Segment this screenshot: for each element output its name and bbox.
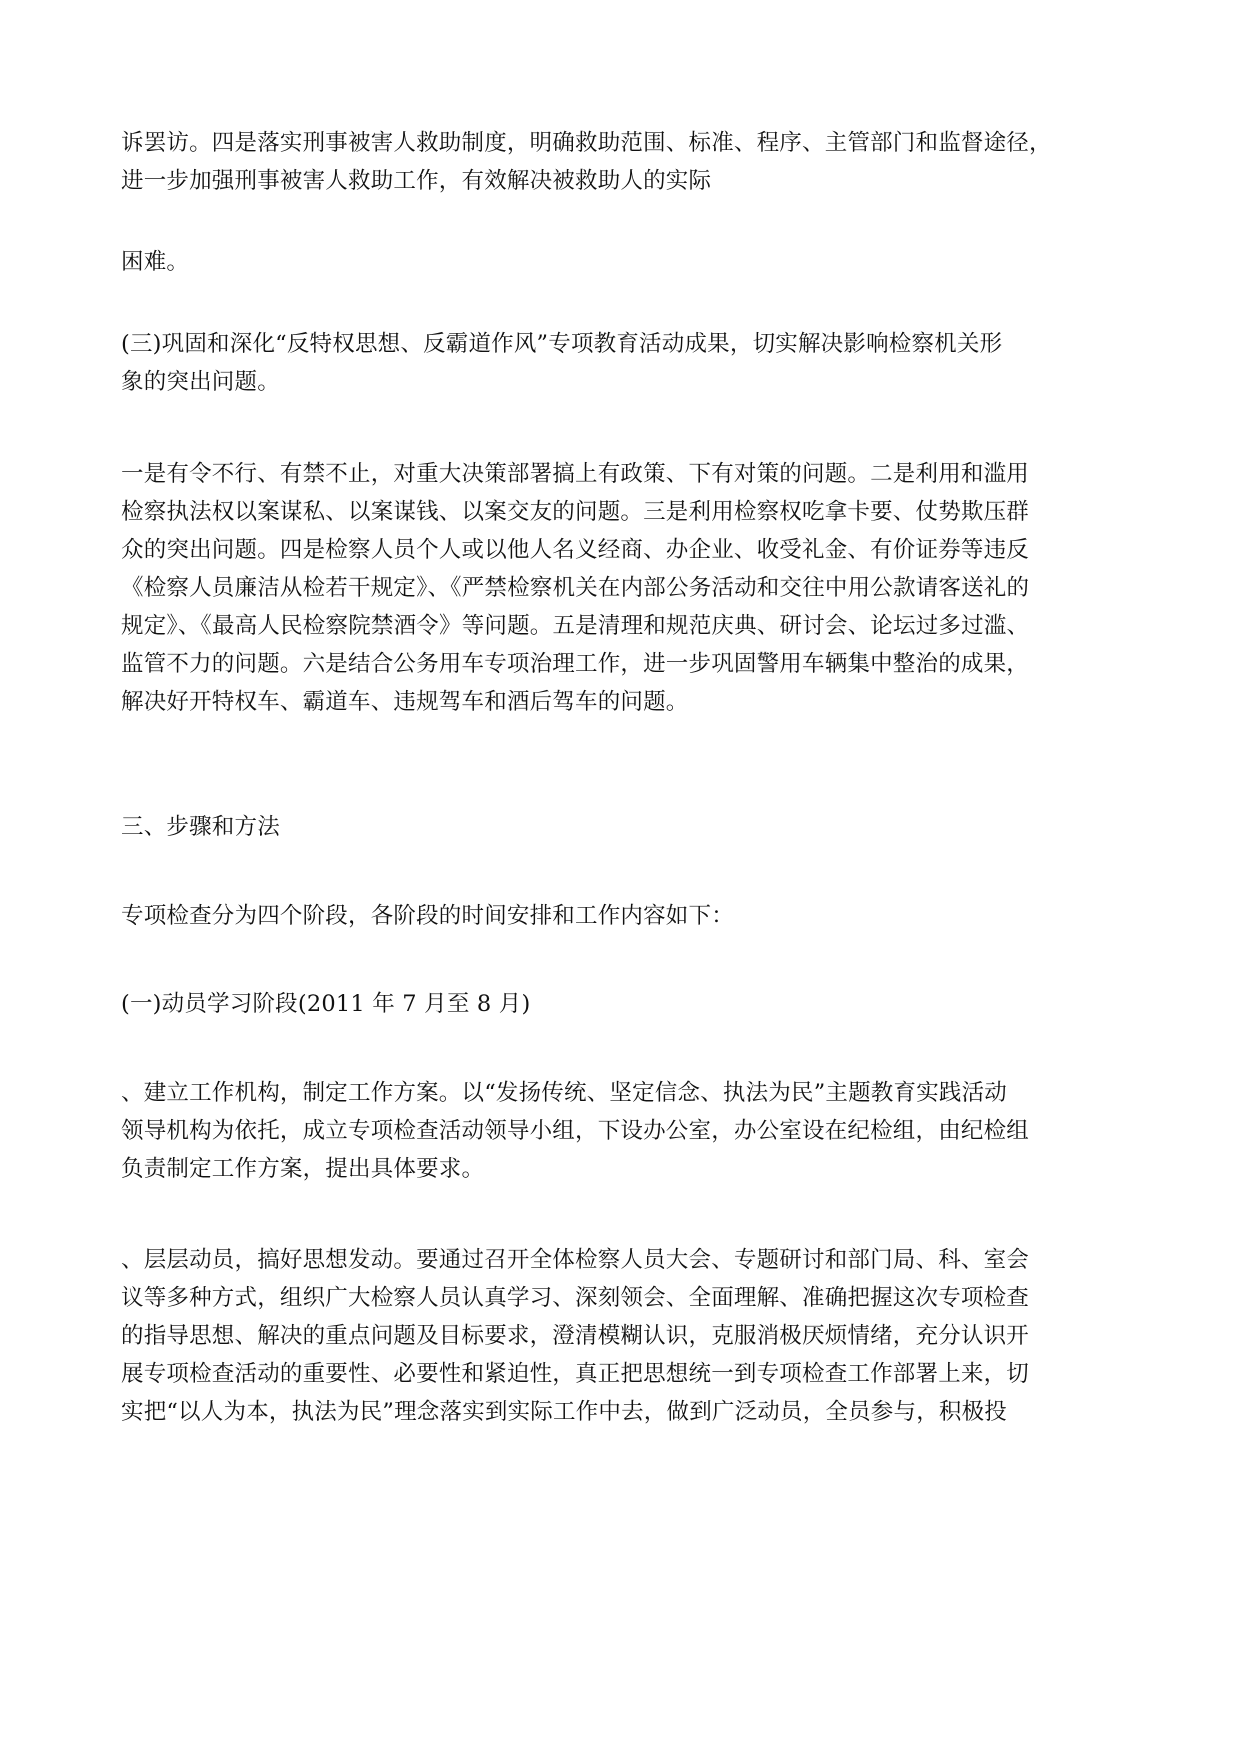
section-heading-3: (三)巩固和深化“反特权思想、反霸道作风”专项教育活动成果，切实解决影响检察机关形 象的突出问题。 xyxy=(121,331,1003,395)
paragraph-work-organization: 、建立工作机构，制定工作方案。以“发扬传统、坚定信念、执法为民”主题教育实践活动 领导机构为依托，成立专项检查活动领导小组，下设办公室，办公室设在纪检组，由纪检组 负责制定工作方案，提出具体要求。 xyxy=(121,1080,1030,1182)
paragraph-mobilization: 、层层动员，搞好思想发动。要通过召开全体检察人员大会、专题研讨和部门局、科、室会 议等多种方式，组织广大检察人员认真学习、深刻领会、全面理解、准确把握这次专项检查 的指导思想、解决的重点问题及目标要求，澄清模糊认识，克服消极厌烦情绪，充分认识开 展专项检查活动的重要性、必要性和紧迫性，真正把思想统一到专项检查工作部署上来，切 实把“以人为本，执法为民”理念落实到实际工作中去，做到广泛动员，全员参与，积极投 xyxy=(121,1247,1030,1425)
paragraph-problems-list: 一是有令不行、有禁不止，对重大决策部署搞上有政策、下有对策的问题。二是利用和滥用 检察执法权以案谋私、以案谋钱、以案交友的问题。三是利用检察权吃拿卡要、仗势欺压群 众的突出问题。四是检察人员个人或以他人名义经商、办企业、收受礼金、有价证券等违反 《检察人员廉洁从检若干规定》、《严禁检察机关在内部公务活动和交往中用公款请客送礼的 规定》、《最高人民检察院禁酒令》等问题。五是清理和规范庆典、研讨会、论坛过多过滥、 监管不力的问题。六是结合公务用车专项治理工作，进一步巩固警用车辆集中整治的成果， 解决好开特权车、霸道车、违规驾车和酒后驾车的问题。 xyxy=(121,461,1030,715)
section-heading-steps: 三、步骤和方法 xyxy=(121,814,280,840)
stage-heading-mobilization: (一)动员学习阶段(2011 年 7 月至 8 月) xyxy=(121,991,531,1017)
paragraph-victim-relief: 诉罢访。四是落实刑事被害人救助制度，明确救助范围、标准、程序、主管部门和监督途径， 进一步加强刑事被害人救助工作，有效解决被救助人的实际 xyxy=(121,130,1052,194)
paragraph-four-stages: 专项检查分为四个阶段，各阶段的时间安排和工作内容如下： xyxy=(121,903,734,929)
paragraph-difficulty: 困难。 xyxy=(121,249,190,275)
